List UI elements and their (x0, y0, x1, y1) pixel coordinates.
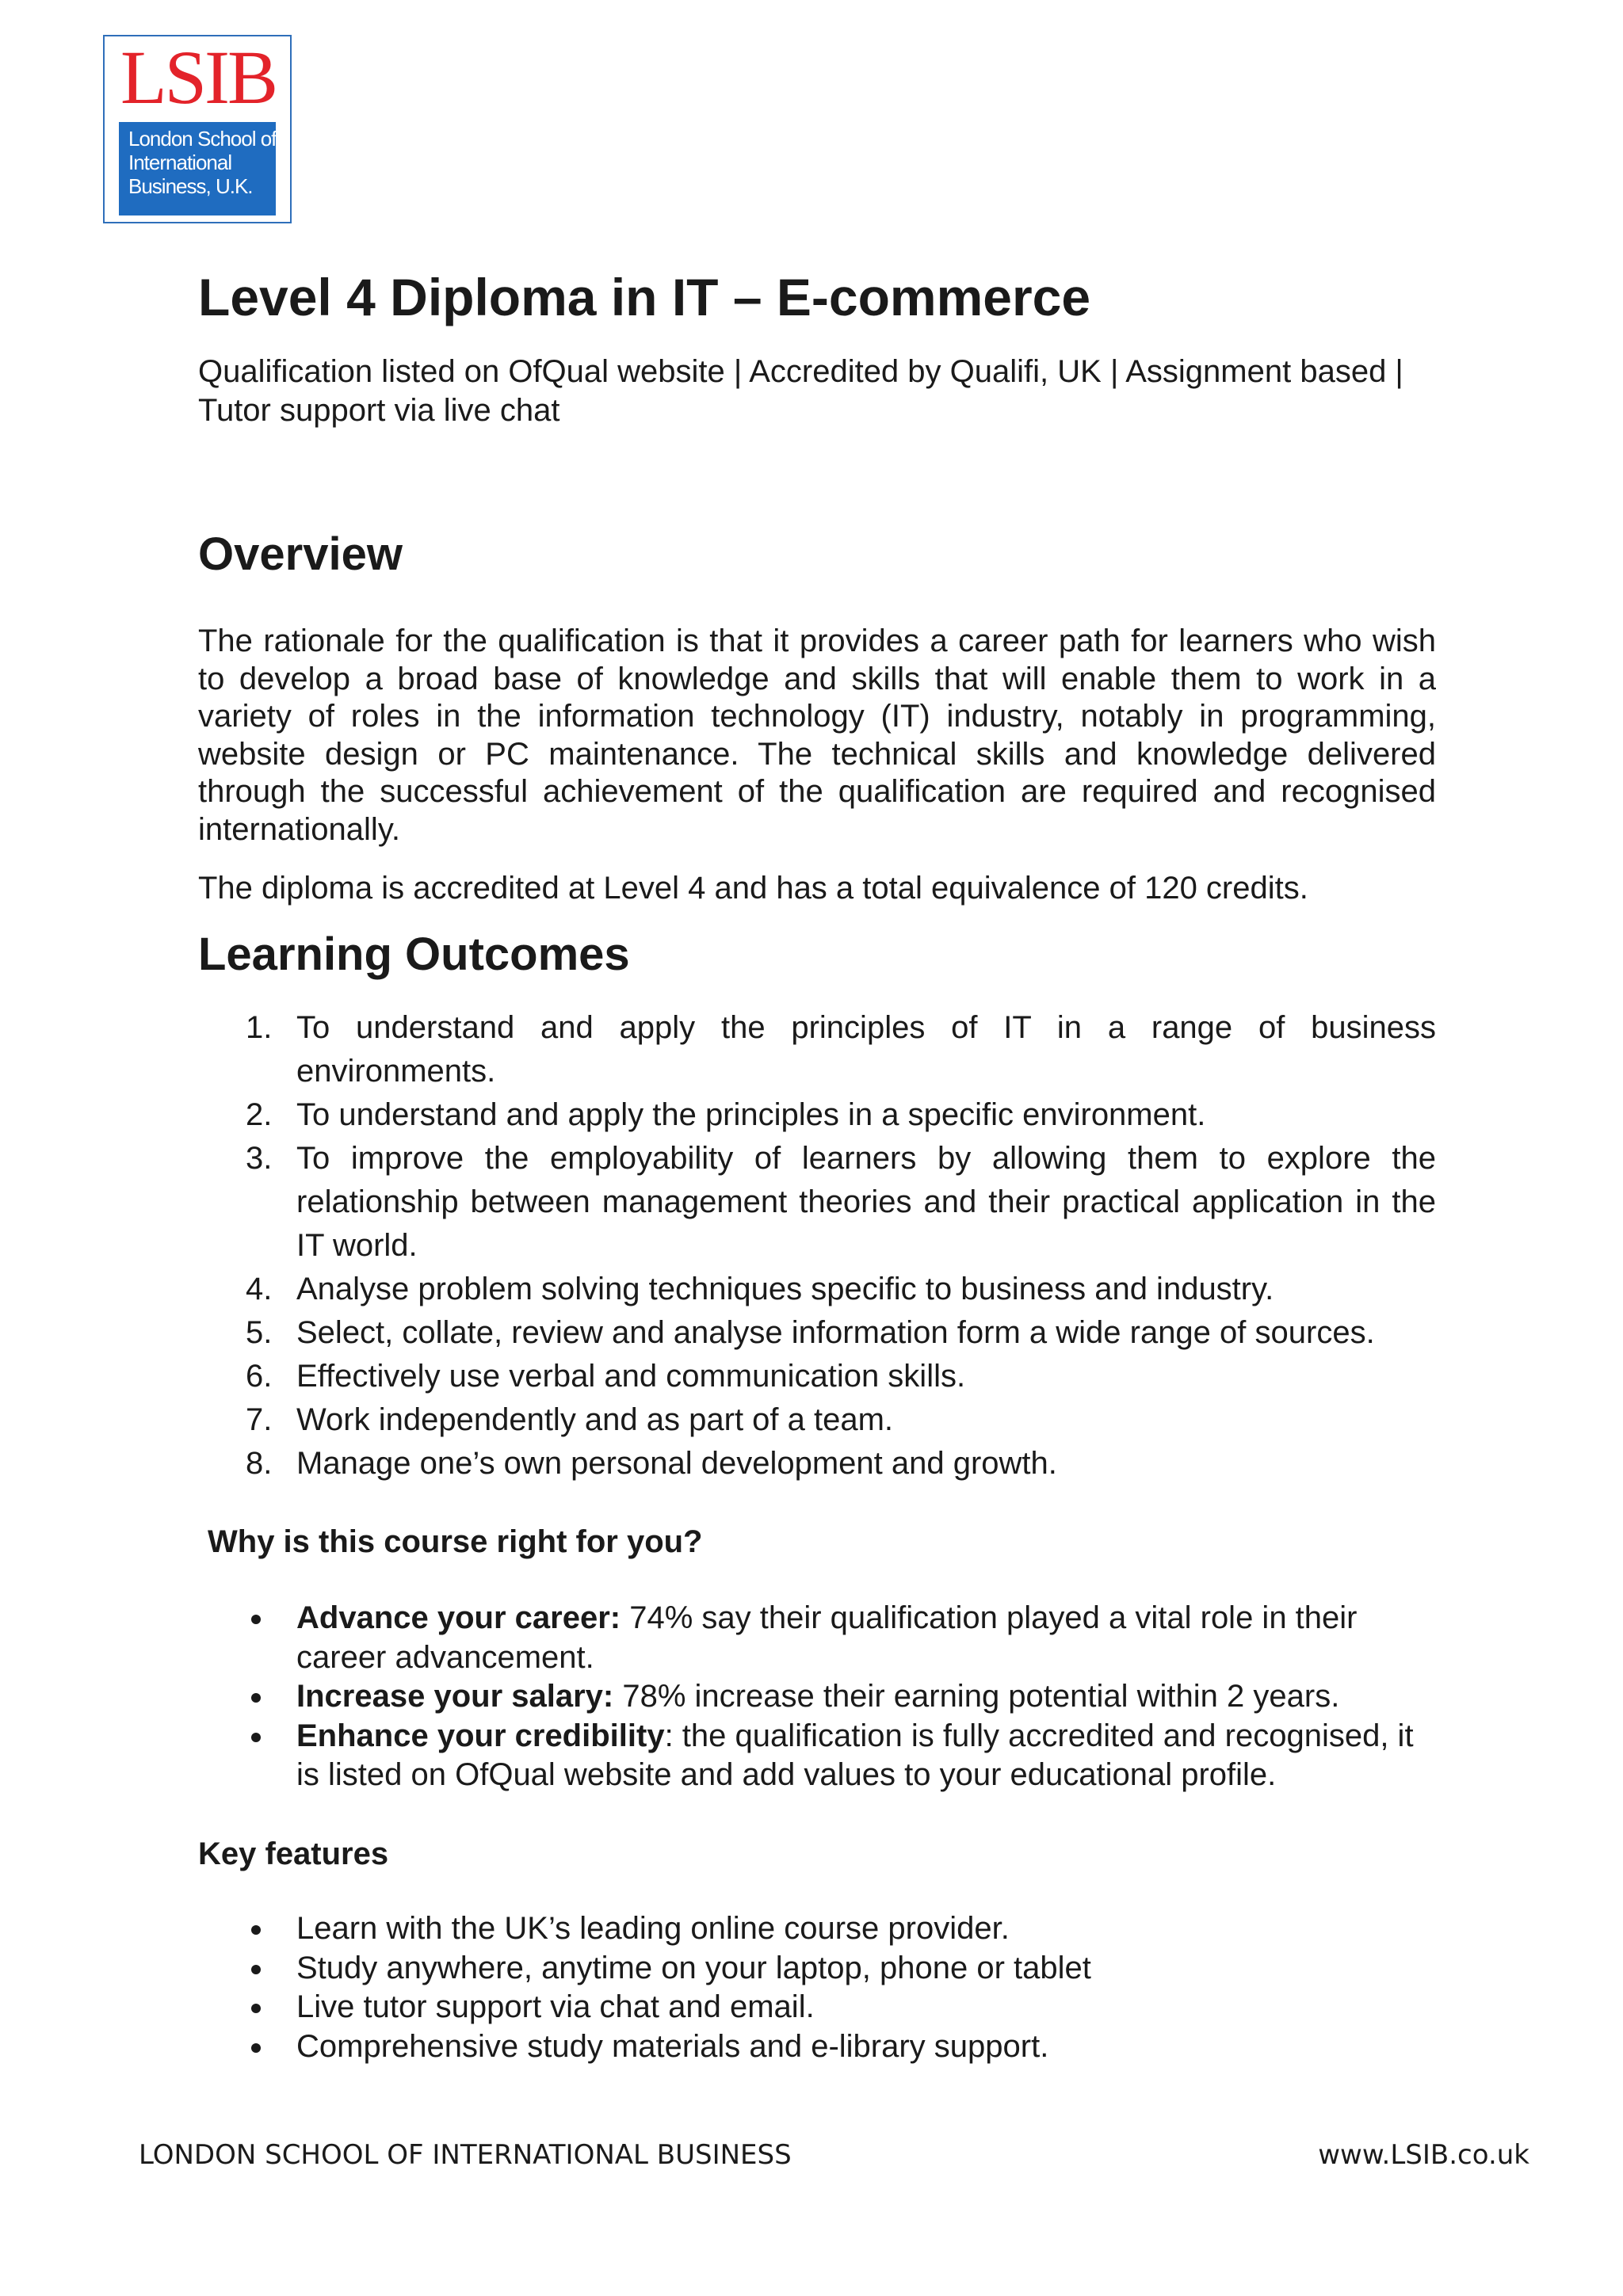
overview-paragraph: The diploma is accredited at Level 4 and has a total equivalence of 120 credits. (198, 871, 1308, 906)
overview-heading: Overview (198, 528, 403, 580)
list-item (198, 1355, 1436, 1398)
list-item (198, 1268, 1436, 1311)
item-text: To understand and apply the principles of IT in a range of business environments. (296, 1010, 1436, 1089)
key-features-heading: Key features (198, 1836, 389, 1871)
list-item (198, 1006, 1436, 1093)
bullet-icon (251, 2043, 261, 2053)
list-item (198, 1717, 1436, 1795)
item-label: Increase your salary: (296, 1679, 614, 1714)
item-number: 7. (246, 1402, 273, 1437)
logo-line: London School of (128, 127, 277, 151)
key-features-list (198, 1909, 1436, 2066)
item-text: Analyse problem solving techniques specific to business and industry. (296, 1272, 1274, 1306)
bullet-icon (251, 2004, 261, 2013)
item-text: Study anywhere, anytime on your laptop, phone or tablet (296, 1950, 1091, 1985)
why-list (198, 1599, 1436, 1795)
item-text: 74% say their qualification played a vital role in their career advancement. (296, 1600, 1358, 1675)
why-heading: Why is this course right for you? (208, 1524, 703, 1559)
logo-line: International (128, 151, 232, 174)
item-number: 5. (246, 1315, 273, 1350)
bullet-icon (251, 1965, 261, 1974)
logo-line: Business, U.K. (128, 174, 253, 198)
item-text: Effectively use verbal and communication skills. (296, 1359, 966, 1394)
bullet-icon (251, 1733, 261, 1742)
item-text: Learn with the UK’s leading online course provider. (296, 1911, 1010, 1946)
item-number: 3. (246, 1141, 273, 1176)
item-text: To improve the employability of learners by allowing them to explore the relationship between management theories and their practical application in the IT world. (296, 1141, 1436, 1263)
page-subtitle: Qualification listed on OfQual website | Accredited by Qualifi, UK | Assignment based | Tutor support via live chat (198, 354, 1403, 428)
item-label: Advance your career: (296, 1600, 621, 1635)
item-number: 6. (246, 1359, 273, 1394)
list-item (198, 2027, 1436, 2067)
logo-text-box (119, 122, 276, 215)
list-item (198, 1311, 1436, 1355)
logo-wordmark: LSIB (120, 35, 277, 120)
item-text: Live tutor support via chat and email. (296, 1989, 815, 2024)
item-number: 1. (246, 1010, 273, 1045)
footer-website: www.LSIB.co.uk (1318, 2139, 1529, 2171)
item-number: 2. (246, 1097, 273, 1132)
list-item (198, 1442, 1436, 1486)
overview-paragraph: The rationale for the qualification is that it provides a career path for learners who wish to develop a broad base of knowledge and skills that will enable them to work in a variety of roles in the information technology (IT) industry, notably in programming, website design or PC maintenance. The technical skills and knowledge delivered through the successful achievement of the qualification are required and recognised internationally. (198, 624, 1436, 847)
list-item (198, 1137, 1436, 1268)
item-text: Work independently and as part of a team. (296, 1402, 894, 1437)
bullet-icon (251, 1615, 261, 1624)
item-text: : the qualification is fully accredited and recognised, it is listed on OfQual website and add values to your educational profile. (296, 1718, 1414, 1792)
item-text: To understand and apply the principles in a specific environment. (296, 1097, 1206, 1132)
list-item (198, 1988, 1436, 2027)
item-text: Manage one’s own personal development and growth. (296, 1446, 1057, 1481)
learning-outcomes-heading: Learning Outcomes (198, 929, 630, 980)
item-text: Select, collate, review and analyse information form a wide range of sources. (296, 1315, 1375, 1350)
lsib-logo (103, 35, 292, 223)
item-label: Enhance your credibility (296, 1718, 665, 1753)
item-text: 78% increase their earning potential within 2 years. (613, 1679, 1340, 1714)
list-item (198, 1949, 1436, 1989)
item-number: 8. (246, 1446, 273, 1481)
item-number: 4. (246, 1272, 273, 1306)
list-item (198, 1599, 1436, 1677)
list-item (198, 1093, 1436, 1137)
bullet-icon (251, 1925, 261, 1935)
list-item (198, 1909, 1436, 1949)
footer-school-name: LONDON SCHOOL OF INTERNATIONAL BUSINESS (139, 2139, 792, 2171)
bullet-icon (251, 1693, 261, 1703)
list-item (198, 1398, 1436, 1442)
page-title: Level 4 Diploma in IT – E-commerce (198, 268, 1091, 326)
list-item (198, 1677, 1436, 1717)
item-text: Comprehensive study materials and e-library support. (296, 2028, 1049, 2064)
learning-outcomes-list (198, 1006, 1436, 1486)
